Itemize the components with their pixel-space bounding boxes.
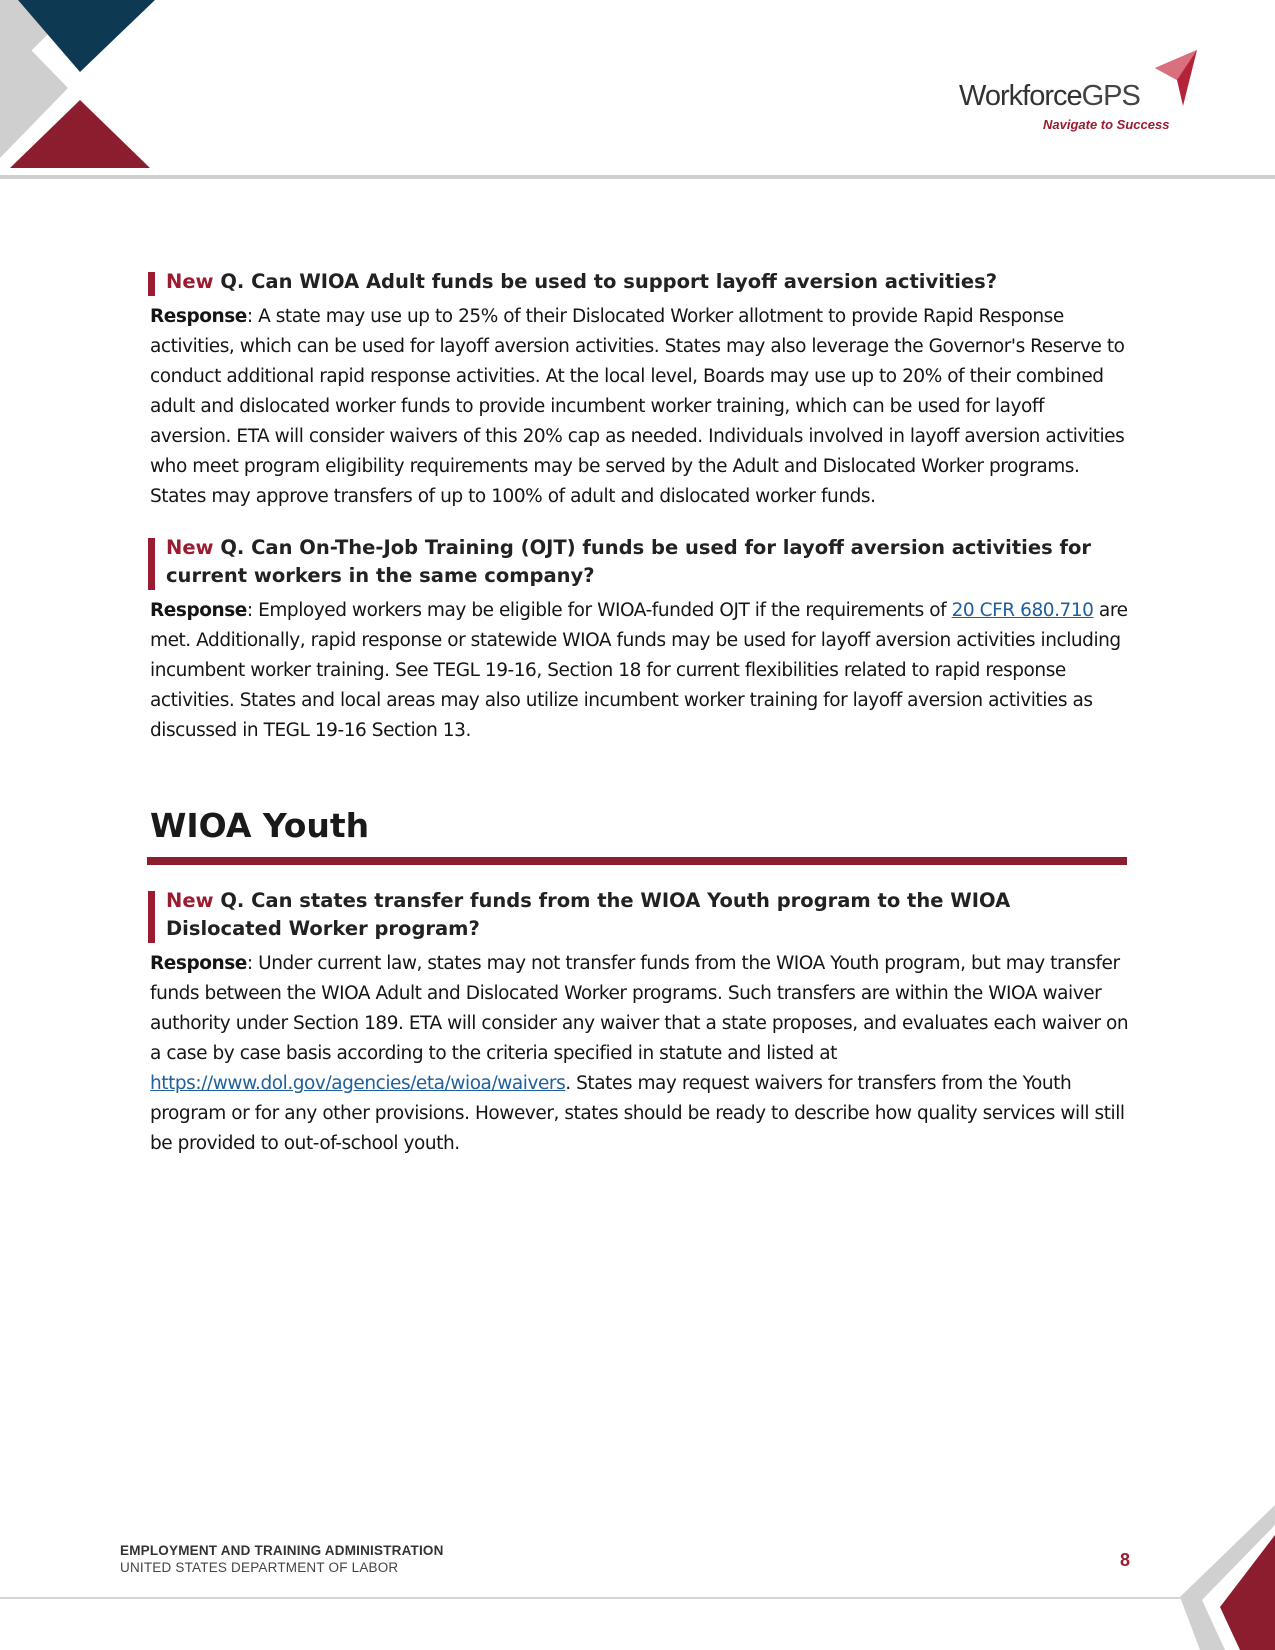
waivers-link[interactable]: https://www.dol.gov/agencies/eta/wioa/waivers — [150, 1073, 566, 1094]
new-label: New — [166, 536, 214, 559]
logo-wordmark: WorkforceGPS — [959, 80, 1140, 112]
question-heading: New Q. Can states transfer funds from the WIOA Youth program to the WIOA Dislocated Worker program? — [148, 887, 1130, 943]
footer-agency: EMPLOYMENT AND TRAINING ADMINISTRATION — [120, 1543, 444, 1558]
response-paragraph: Response: A state may use up to 25% of their Dislocated Worker allotment to provide Rapid Response activities, which can be used for layoff aversion activities. States may also leverage the Governor's Reserve to conduct additional rapid response activities. At the local level, Boards may use up to 20% of their combined adult and dislocated worker funds to provide incumbent worker training, which can be used for layoff aversion. ETA will consider waivers of this 20% cap as needed. Individuals involved in layoff aversion activities who meet program eligibility requirements may be served by the Adult and Dislocated Worker programs. States may approve transfers of up to 100% of adult and dislocated worker funds. — [150, 306, 1125, 507]
question-heading: New Q. Can WIOA Adult funds be used to support layoff aversion activities? — [148, 268, 1130, 296]
section-title: WIOA Youth — [150, 806, 370, 845]
corner-decoration-bottom-right — [1180, 1505, 1275, 1650]
main-content — [150, 268, 1130, 1159]
new-label: New — [166, 270, 214, 293]
response-paragraph: Response: Employed workers may be eligible for WIOA-funded OJT if the requirements of 20 CFR 680.710 are met. Additionally, rapid response or statewide WIOA funds may be used for layoff aversion activities including incumbent worker training. See TEGL 19-16, Section 18 for current flexibilities related to rapid response activities. States and local areas may also utilize incumbent worker training for layoff aversion activities as discussed in TEGL 19-16 Section 13. — [150, 600, 1128, 741]
header-rule — [0, 175, 1275, 179]
question-heading: New Q. Can On-The-Job Training (OJT) funds be used for layoff aversion activities for current workers in the same company? — [148, 534, 1130, 590]
new-label: New — [166, 889, 214, 912]
footer-rule — [0, 1597, 1200, 1599]
arrow-logo-icon — [1153, 50, 1199, 110]
footer-department: UNITED STATES DEPARTMENT OF LABOR — [120, 1560, 399, 1575]
logo-tagline: Navigate to Success — [1043, 117, 1170, 132]
response-paragraph: Response: Under current law, states may not transfer funds from the WIOA Youth program, but may transfer funds between the WIOA Adult and Dislocated Worker programs. Such transfers are within the WIOA waiver authority under Section 189. ETA will consider any waiver that a state proposes, and evaluates each waiver on a case by case basis according to the criteria specified in statute and listed at https://www.dol.gov/agencies/eta/wioa/waivers. States may request waivers for transfers from the Youth program or for any other provisions. However, states should be ready to describe how quality services will still be provided to out-of-school youth. — [150, 953, 1129, 1154]
cfr-link[interactable]: 20 CFR 680.710 — [951, 600, 1094, 621]
section-rule — [147, 857, 1127, 865]
workforcegps-logo — [955, 50, 1195, 140]
corner-decoration-top-left — [0, 0, 170, 178]
page-number: 8 — [1120, 1550, 1131, 1570]
